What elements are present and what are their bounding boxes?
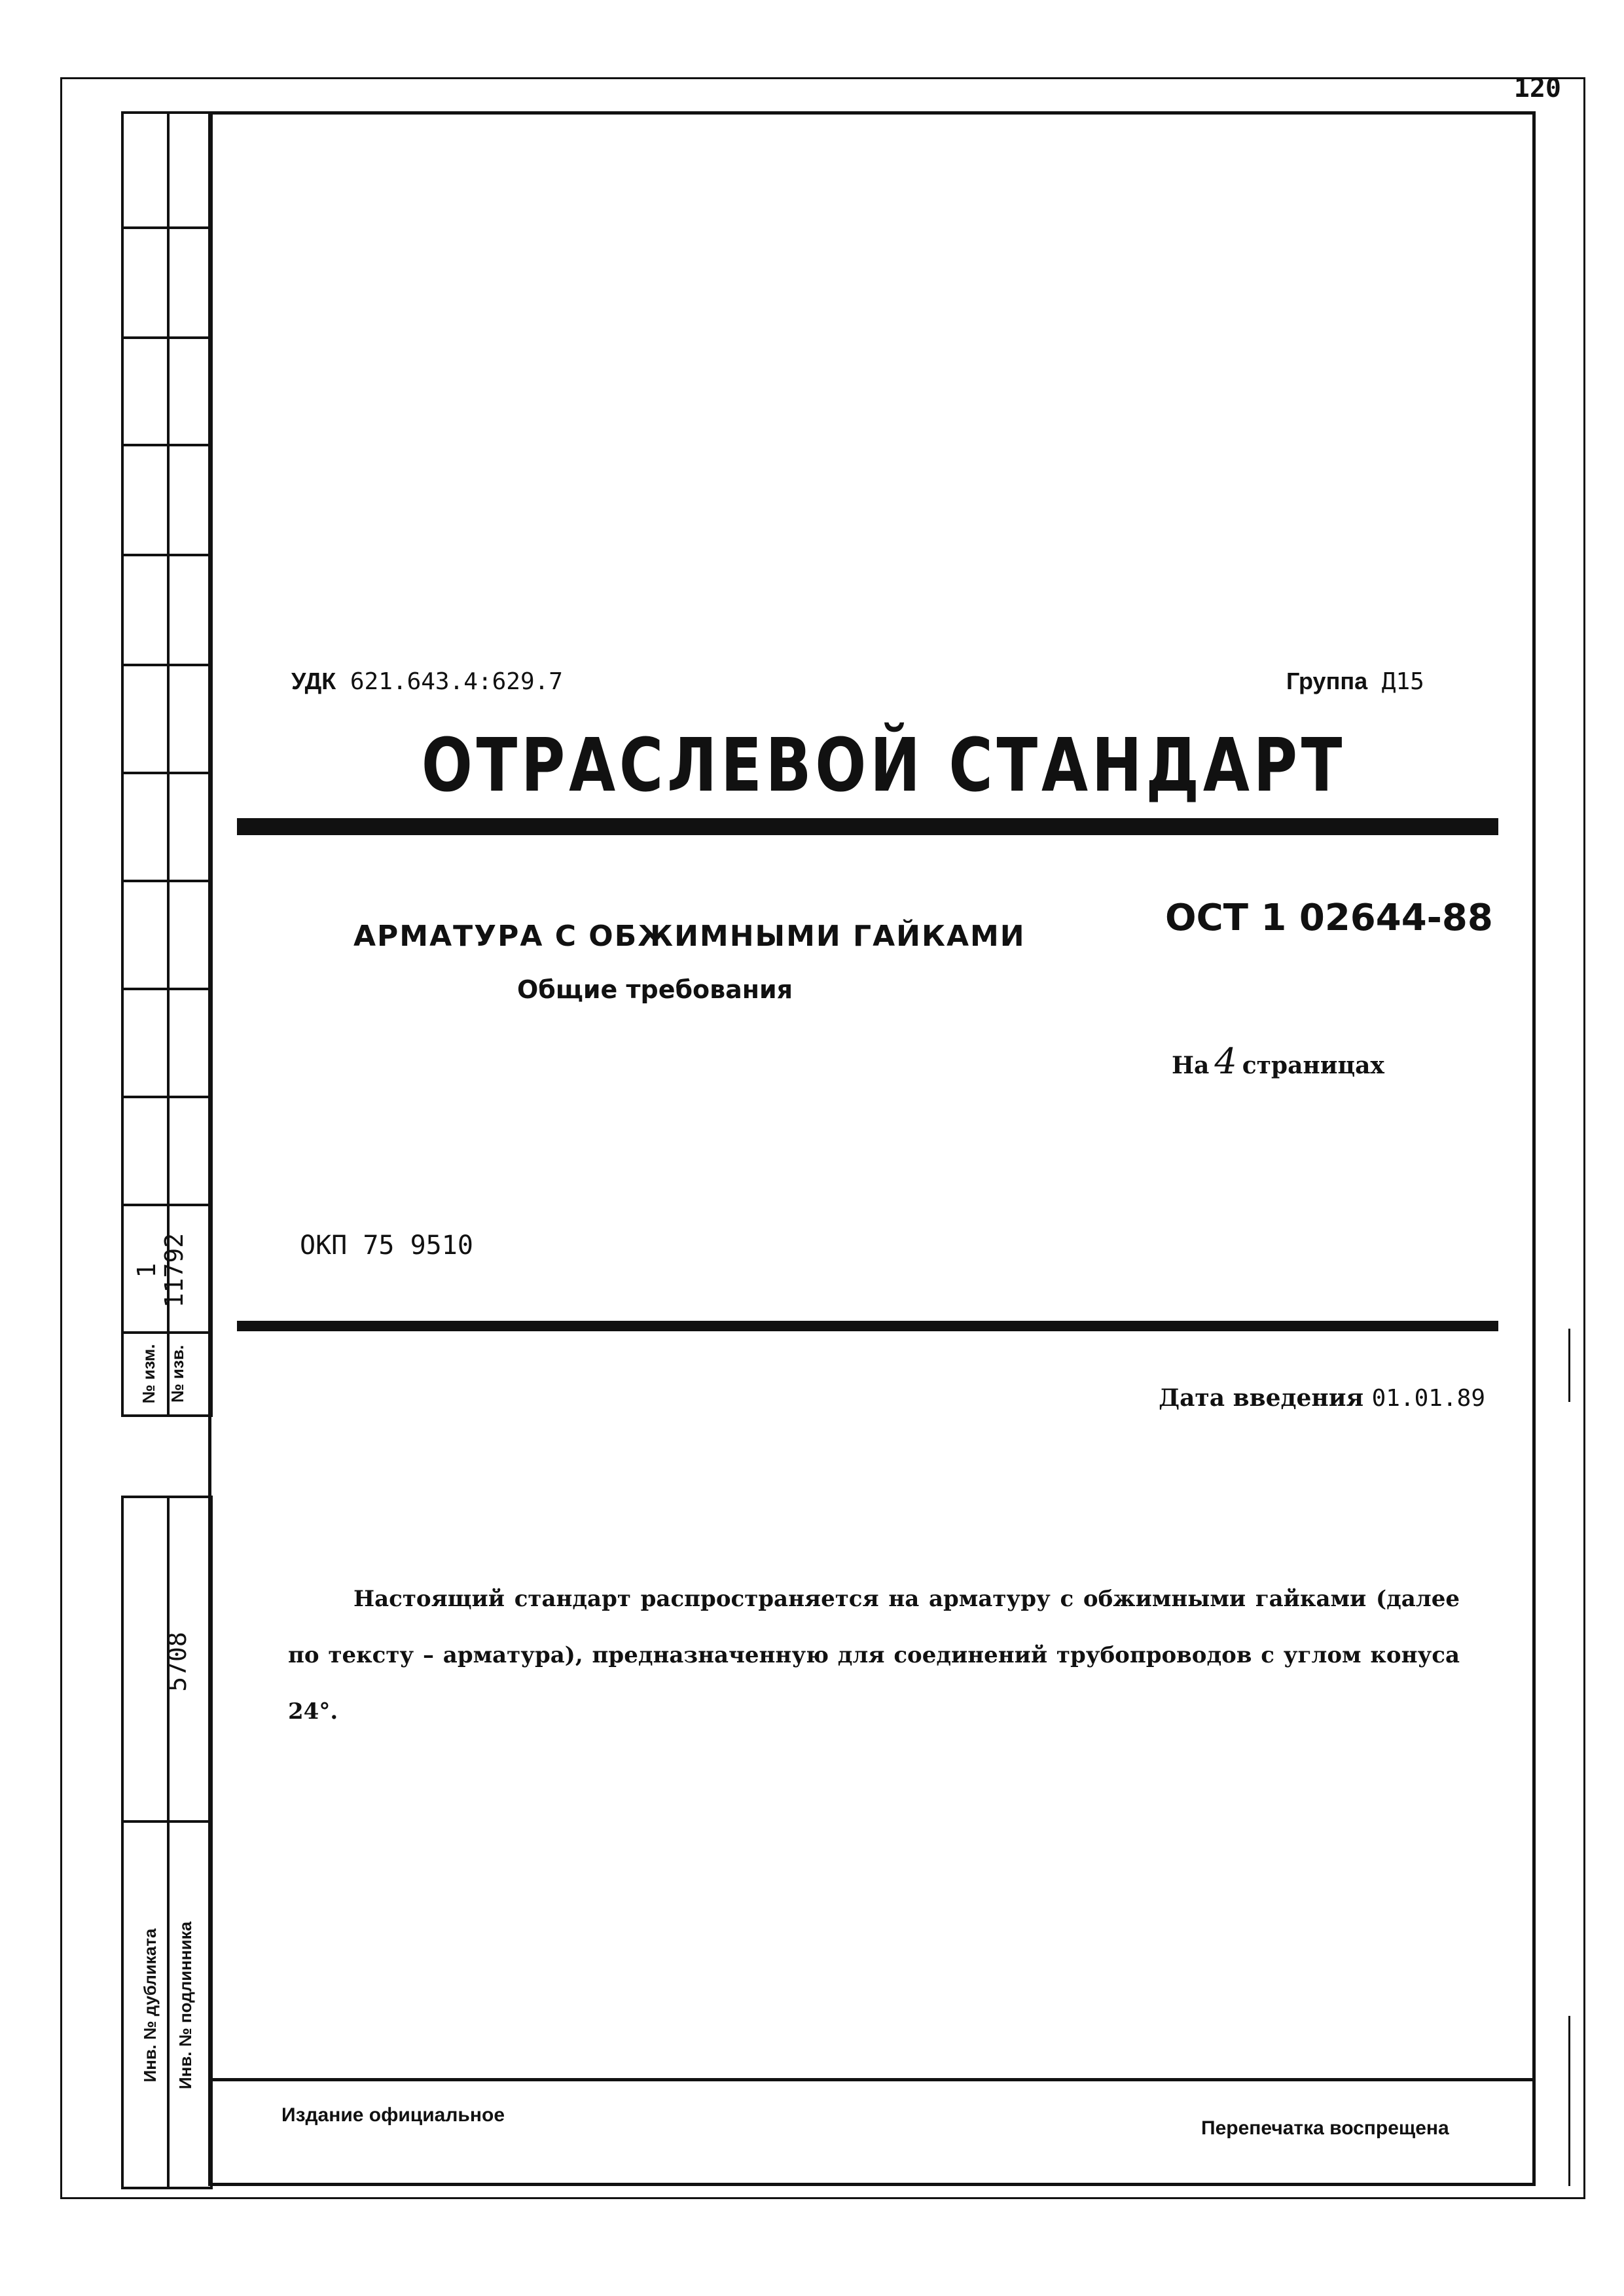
page-count-prefix: На (1172, 1052, 1210, 1079)
introduction-date (1159, 1384, 1485, 1412)
group-value: Д15 (1381, 668, 1424, 695)
scope-text (288, 1571, 1460, 1740)
reprint-prohibited: Перепечатка воспрещена (1201, 2117, 1449, 2139)
side-strip-divider (167, 1498, 170, 2187)
strip-row-line (124, 1204, 210, 1206)
group-label: Группа (1286, 668, 1368, 694)
page-number: 120 (1513, 73, 1561, 103)
side-strip-upper (121, 111, 213, 1417)
strip-row-line (124, 336, 210, 339)
page-count (1172, 1041, 1384, 1082)
title-rule (237, 818, 1498, 835)
okp-code: ОКП 75 9510 (300, 1230, 473, 1261)
scope-paragraph: Настоящий стандарт распространяется на арматуру с обжимными гайками (далее по тексту – арматура), предназначенную для соединений трубопроводов с углом конуса 24°. (288, 1586, 1460, 1725)
side-strip-lower (121, 1496, 213, 2189)
change-number-label: № изм. (139, 1344, 158, 1404)
udk-code (291, 668, 563, 695)
strip-row-line (124, 554, 210, 556)
strip-row-line (124, 444, 210, 446)
udk-label: УДК (291, 668, 336, 694)
inner-frame (208, 111, 1536, 2186)
official-edition: Издание официальное (281, 2104, 505, 2126)
strip-row-line (124, 1331, 210, 1334)
notice-number-value: 11792 (160, 1232, 189, 1308)
strip-row-line (124, 664, 210, 666)
change-number-value: 1 (132, 1263, 161, 1278)
introduction-date-label: Дата введения (1159, 1384, 1364, 1412)
page-count-handwritten: 4 (1214, 1041, 1237, 1082)
strip-row-line (124, 1096, 210, 1098)
scan-mark (1568, 2016, 1570, 2186)
duplicate-inventory-label: Инв. № дубликата (140, 1928, 160, 2083)
udk-value: 621.643.4:629.7 (350, 668, 563, 695)
group-code (1286, 668, 1424, 695)
original-inventory-label: Инв. № подлинника (175, 1921, 195, 2090)
page-count-suffix: страницах (1242, 1052, 1384, 1079)
inventory-number-value: 5708 (163, 1632, 192, 1692)
document-subject: АРМАТУРА С ОБЖИМНЫМИ ГАЙКАМИ (353, 920, 1026, 953)
side-strip-divider (167, 114, 170, 1414)
standard-title: ОТРАСЛЕВОЙ СТАНДАРТ (421, 723, 1346, 808)
strip-row-line (124, 772, 210, 774)
strip-row-line (124, 988, 210, 990)
section-rule (237, 1321, 1498, 1331)
strip-row-line (124, 226, 210, 229)
strip-row-line (124, 880, 210, 882)
standard-designation: ОСТ 1 02644-88 (1165, 897, 1493, 939)
footer-rule (209, 2078, 1534, 2081)
notice-number-label: № изв. (168, 1344, 187, 1403)
introduction-date-value: 01.01.89 (1371, 1385, 1485, 1412)
scan-mark (1568, 1329, 1570, 1402)
strip-row-line (124, 1820, 210, 1823)
document-subtitle: Общие требования (517, 975, 793, 1004)
